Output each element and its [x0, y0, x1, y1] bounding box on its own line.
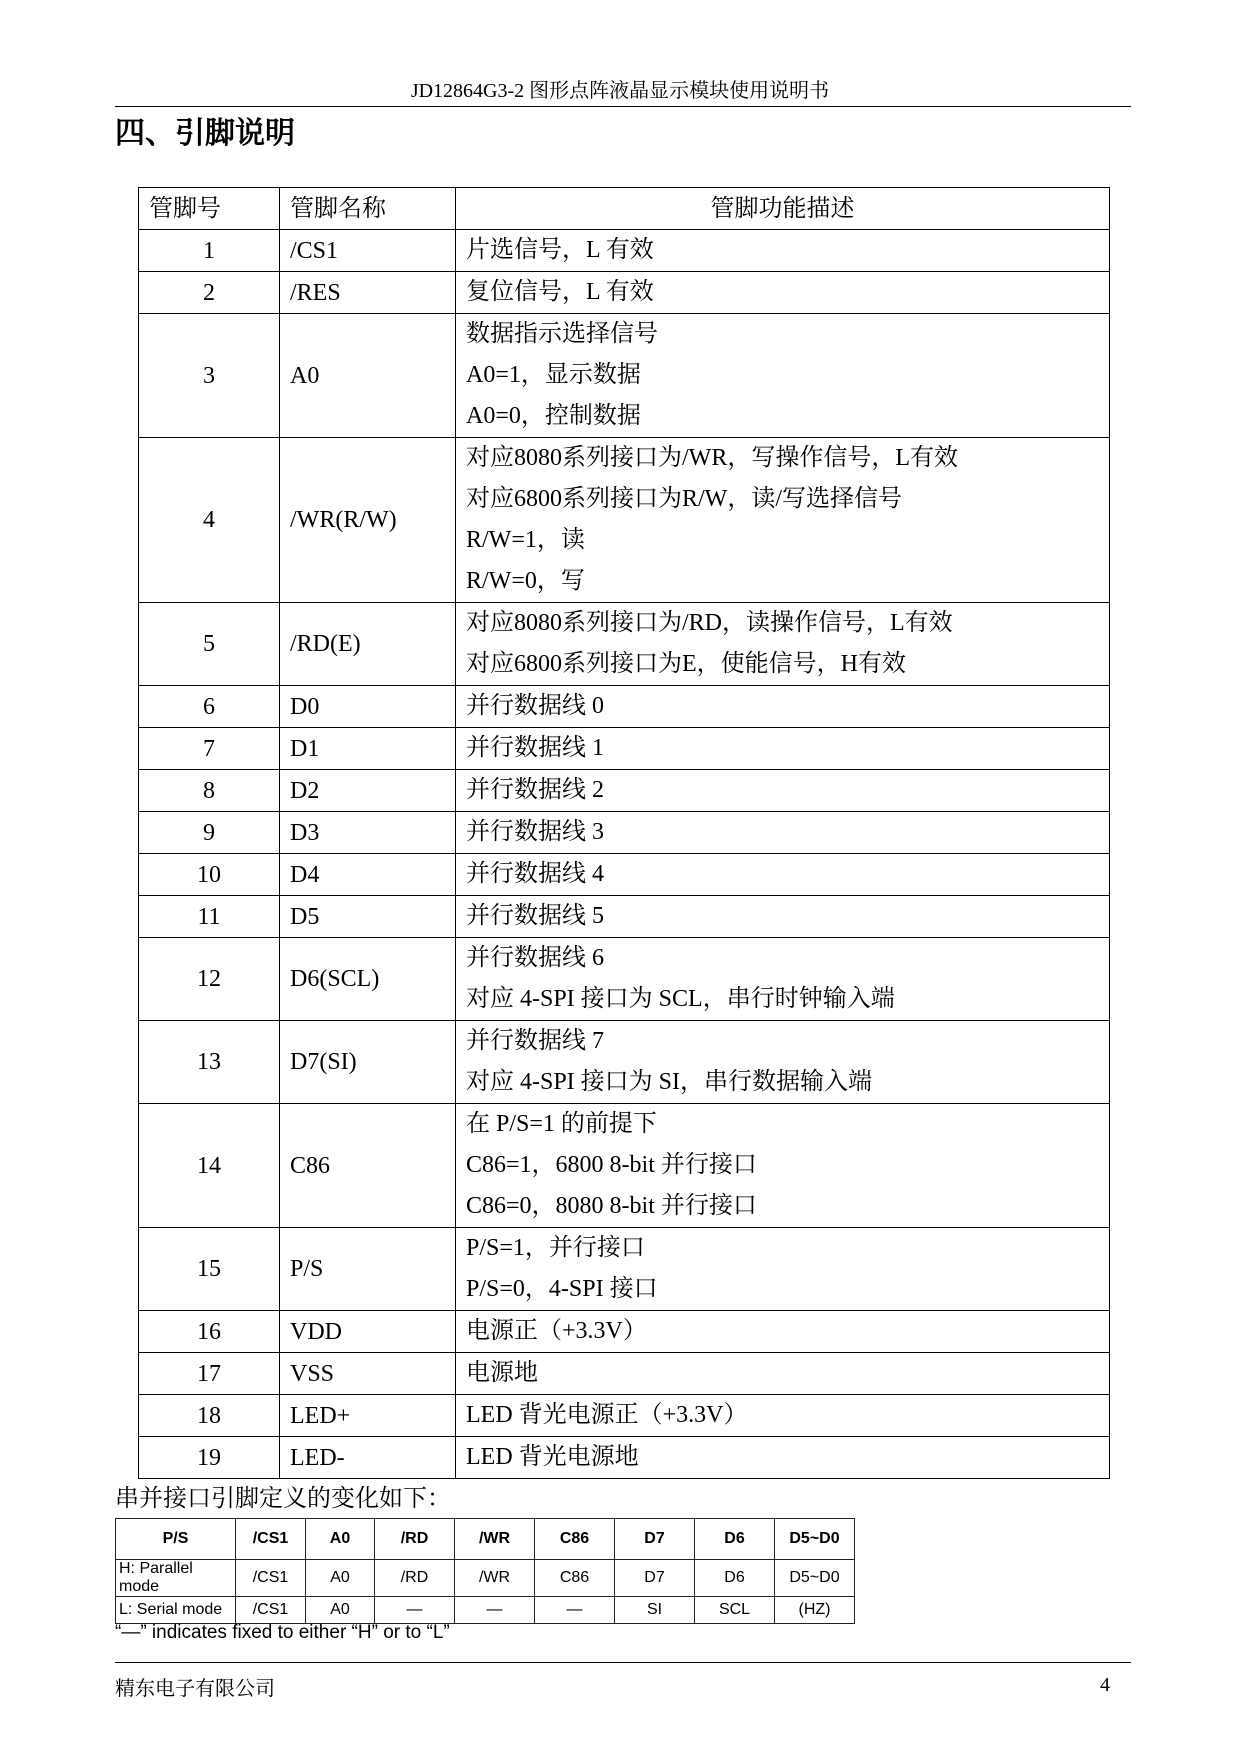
pin-description-cell	[456, 1353, 1110, 1395]
pin-row	[139, 1311, 1110, 1353]
pin-name-cell: D0	[280, 686, 456, 728]
pin-description-cell	[456, 230, 1110, 272]
pin-name-cell: /RES	[280, 272, 456, 314]
pin-description-line: 并行数据线 1	[466, 735, 604, 761]
pin-number-cell: 4	[139, 438, 280, 603]
mode-header-cell: C86	[535, 1519, 615, 1560]
pin-description-line: 对应8080系列接口为/WR，写操作信号，L有效	[466, 445, 958, 471]
pin-number-cell: 16	[139, 1311, 280, 1353]
pin-description-line: 并行数据线 4	[466, 861, 604, 887]
pin-table-body	[139, 230, 1110, 1479]
pin-number-cell: 19	[139, 1437, 280, 1479]
pin-description-line: 并行数据线 2	[466, 777, 604, 803]
pin-row	[139, 314, 1110, 438]
pin-description-line: R/W=1，读	[466, 527, 585, 553]
pin-name-cell: VSS	[280, 1353, 456, 1395]
pin-description-cell	[456, 770, 1110, 812]
pin-row	[139, 896, 1110, 938]
pin-number-cell: 17	[139, 1353, 280, 1395]
pin-description-line: 并行数据线 3	[466, 819, 604, 845]
pin-name-cell: D5	[280, 896, 456, 938]
document-header-title: JD12864G3-2 图形点阵液晶显示模块使用说明书	[410, 80, 830, 102]
mode-cell: —	[455, 1597, 535, 1624]
pin-row	[139, 1104, 1110, 1228]
pin-name-cell: LED-	[280, 1437, 456, 1479]
pin-name-cell: P/S	[280, 1228, 456, 1311]
interface-change-intro: 串并接口引脚定义的变化如下：	[115, 1486, 451, 1512]
mode-header-cell: D6	[695, 1519, 775, 1560]
pin-row	[139, 1395, 1110, 1437]
pin-row	[139, 1228, 1110, 1311]
pin-row	[139, 770, 1110, 812]
pin-description-cell	[456, 1104, 1110, 1228]
pin-description-cell	[456, 854, 1110, 896]
pin-row	[139, 1021, 1110, 1104]
pin-row	[139, 230, 1110, 272]
interface-mode-table	[115, 1518, 855, 1624]
mode-cell: A0	[306, 1597, 375, 1624]
mode-cell: A0	[306, 1560, 375, 1597]
pin-description-line: 并行数据线 0	[466, 693, 604, 719]
pin-description-table	[138, 187, 1110, 1479]
mode-header-cell: D7	[615, 1519, 695, 1560]
pin-description-line: C86=1，6800 8-bit 并行接口	[466, 1152, 757, 1178]
mode-cell: /CS1	[236, 1560, 306, 1597]
pin-name-cell: D2	[280, 770, 456, 812]
mode-cell: —	[535, 1597, 615, 1624]
mode-header-cell: D5~D0	[775, 1519, 855, 1560]
mode-cell: (HZ)	[775, 1597, 855, 1624]
pin-number-cell: 13	[139, 1021, 280, 1104]
pin-row	[139, 1437, 1110, 1479]
mode-header-cell: P/S	[116, 1519, 236, 1560]
pin-name-cell: LED+	[280, 1395, 456, 1437]
pin-name-cell: C86	[280, 1104, 456, 1228]
mode-header-cell: /CS1	[236, 1519, 306, 1560]
pin-row	[139, 603, 1110, 686]
section-heading: 四、引脚说明	[115, 116, 295, 151]
pin-description-cell	[456, 938, 1110, 1021]
pin-name-cell: /CS1	[280, 230, 456, 272]
pin-number-cell: 2	[139, 272, 280, 314]
mode-cell: H: Parallel mode	[116, 1560, 236, 1597]
mode-header-cell: /RD	[375, 1519, 455, 1560]
pin-row	[139, 272, 1110, 314]
pin-name-cell: /RD(E)	[280, 603, 456, 686]
pin-description-line: A0=1，显示数据	[466, 362, 641, 388]
mode-cell: C86	[535, 1560, 615, 1597]
pin-description-line: 片选信号，L 有效	[466, 237, 654, 263]
pin-description-cell	[456, 1021, 1110, 1104]
pin-number-cell: 18	[139, 1395, 280, 1437]
pin-name-cell: D1	[280, 728, 456, 770]
mode-table-header-row	[116, 1519, 855, 1560]
footer-company-name: 精东电子有限公司	[115, 1678, 275, 1700]
pin-description-line: 在 P/S=1 的前提下	[466, 1111, 657, 1137]
header-pin-name: 管脚名称	[280, 188, 456, 230]
pin-description-cell	[456, 438, 1110, 603]
pin-number-cell: 1	[139, 230, 280, 272]
pin-description-line: 数据指示选择信号	[466, 321, 658, 347]
mode-cell: D5~D0	[775, 1560, 855, 1597]
pin-name-cell: VDD	[280, 1311, 456, 1353]
pin-description-cell	[456, 1311, 1110, 1353]
pin-description-cell	[456, 603, 1110, 686]
pin-name-cell: A0	[280, 314, 456, 438]
pin-row	[139, 854, 1110, 896]
pin-description-line: 并行数据线 7	[466, 1028, 604, 1054]
pin-name-cell: D4	[280, 854, 456, 896]
pin-description-cell	[456, 686, 1110, 728]
pin-description-cell	[456, 314, 1110, 438]
pin-number-cell: 7	[139, 728, 280, 770]
pin-row	[139, 1353, 1110, 1395]
pin-name-cell: /WR(R/W)	[280, 438, 456, 603]
pin-description-line: R/W=0，写	[466, 568, 585, 594]
footer-divider	[115, 1662, 1131, 1663]
pin-description-line: 电源正（+3.3V）	[466, 1318, 647, 1344]
pin-description-line: 复位信号，L 有效	[466, 279, 654, 305]
pin-description-line: LED 背光电源正（+3.3V）	[466, 1402, 748, 1428]
pin-description-line: 对应6800系列接口为E，使能信号，H有效	[466, 651, 906, 677]
pin-row	[139, 938, 1110, 1021]
mode-cell: /RD	[375, 1560, 455, 1597]
pin-row	[139, 728, 1110, 770]
pin-description-cell	[456, 1228, 1110, 1311]
footer-page-number: 4	[1100, 1674, 1110, 1696]
mode-cell: SCL	[695, 1597, 775, 1624]
pin-description-line: LED 背光电源地	[466, 1444, 639, 1470]
pin-number-cell: 11	[139, 896, 280, 938]
pin-description-line: 对应6800系列接口为R/W，读/写选择信号	[466, 486, 902, 512]
pin-number-cell: 8	[139, 770, 280, 812]
pin-description-line: 电源地	[466, 1360, 538, 1386]
mode-header-cell: /WR	[455, 1519, 535, 1560]
pin-description-line: 并行数据线 5	[466, 903, 604, 929]
mode-cell: /CS1	[236, 1597, 306, 1624]
pin-number-cell: 6	[139, 686, 280, 728]
pin-description-cell	[456, 896, 1110, 938]
mode-cell: SI	[615, 1597, 695, 1624]
pin-name-cell: D7(SI)	[280, 1021, 456, 1104]
pin-description-line: 对应8080系列接口为/RD，读操作信号，L有效	[466, 610, 953, 636]
mode-header-cell: A0	[306, 1519, 375, 1560]
pin-description-cell	[456, 1395, 1110, 1437]
pin-row	[139, 686, 1110, 728]
header-divider	[115, 106, 1131, 107]
mode-cell: /WR	[455, 1560, 535, 1597]
pin-description-cell	[456, 1437, 1110, 1479]
pin-row	[139, 812, 1110, 854]
pin-number-cell: 12	[139, 938, 280, 1021]
pin-description-line: P/S=0，4-SPI 接口	[466, 1276, 658, 1302]
pin-description-line: 对应 4-SPI 接口为 SI，串行数据输入端	[466, 1069, 873, 1095]
pin-description-line: P/S=1，并行接口	[466, 1235, 645, 1261]
mode-cell: —	[375, 1597, 455, 1624]
pin-name-cell: D6(SCL)	[280, 938, 456, 1021]
pin-description-line: C86=0，8080 8-bit 并行接口	[466, 1193, 757, 1219]
mode-row-parallel	[116, 1560, 855, 1597]
header-pin-number: 管脚号	[139, 188, 280, 230]
header-pin-function: 管脚功能描述	[456, 188, 1110, 230]
pin-description-line: A0=0，控制数据	[466, 403, 641, 429]
mode-table-footnote: “—” indicates fixed to either “H” or to “L”	[115, 1622, 450, 1643]
pin-number-cell: 15	[139, 1228, 280, 1311]
mode-cell: L: Serial mode	[116, 1597, 236, 1624]
pin-number-cell: 9	[139, 812, 280, 854]
pin-description-cell	[456, 812, 1110, 854]
pin-description-cell	[456, 728, 1110, 770]
pin-number-cell: 10	[139, 854, 280, 896]
pin-name-cell: D3	[280, 812, 456, 854]
pin-number-cell: 5	[139, 603, 280, 686]
pin-row	[139, 438, 1110, 603]
pin-table-header-row	[139, 188, 1110, 230]
pin-description-cell	[456, 272, 1110, 314]
pin-number-cell: 14	[139, 1104, 280, 1228]
mode-row-serial	[116, 1597, 855, 1624]
mode-cell: D6	[695, 1560, 775, 1597]
pin-description-line: 对应 4-SPI 接口为 SCL，串行时钟输入端	[466, 986, 895, 1012]
mode-cell: D7	[615, 1560, 695, 1597]
pin-description-line: 并行数据线 6	[466, 945, 604, 971]
pin-number-cell: 3	[139, 314, 280, 438]
